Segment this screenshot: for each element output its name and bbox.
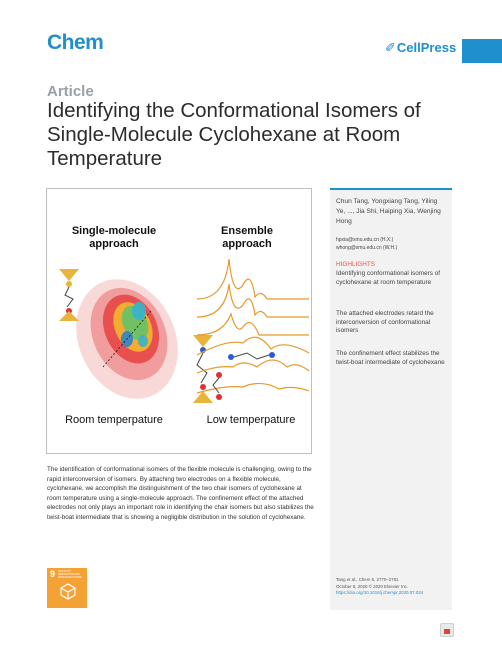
ga-left-heading-line1: Single-molecule	[71, 225, 157, 237]
doi-link[interactable]: https://doi.org/10.1016/j.chempr.2020.07.024	[336, 590, 424, 596]
citation-line: Tang et al., Chem 6, 2770–2781	[336, 577, 399, 582]
sdg-number: 9	[50, 569, 56, 579]
journal-logo: Chem	[47, 31, 104, 54]
ga-right-heading-line2: approach	[222, 238, 272, 250]
cube-icon	[58, 582, 78, 604]
publisher-logo	[385, 40, 456, 56]
article-type-label: Article	[47, 83, 94, 100]
graphical-abstract	[46, 188, 312, 454]
junction-top-left	[59, 269, 79, 321]
sdg-label: INDUSTRY, INNOVATION AND INFRASTRUCTURE	[58, 570, 82, 579]
ga-right-caption: Low temperpature	[206, 414, 296, 426]
sdg-badge	[47, 568, 87, 608]
highlight-item: The attached electrodes retard the interconversion of conformational isomers	[336, 310, 434, 334]
check-for-updates-icon[interactable]	[440, 623, 454, 637]
ga-left-heading-line2: approach	[89, 238, 139, 250]
ga-left-caption: Room temperpature	[65, 414, 163, 426]
article-title: Identifying the Conformational Isomers of Single-Molecule Cyclohexane at Room Temperature	[47, 99, 421, 170]
email-link[interactable]: hpxia@xmu.edu.cn (H.X.)	[336, 237, 394, 243]
citation-block	[336, 577, 448, 597]
summary-paragraph: The identification of conformational isomers of the flexible molecule is challenging, owing to the rapid interconversion of isomers. By attaching two electrodes on a flexible molecule, cyclohexane, we accomplish the distinguishment of the two chair isomers of cyclohexane at room temperature using a single-molecule approach. The confinement effect of the attached electrodes not only plays an important role in identifying the chair isomers but also stabilizes the twist-boat intermediate that is showing a negligible distribution in the solution of cyclohexane.	[47, 466, 314, 521]
twist-boat-molecule	[213, 352, 275, 400]
ga-right-heading-line1: Ensemble	[221, 225, 273, 237]
publisher-name: CellPress	[396, 40, 457, 55]
density-map	[57, 263, 196, 416]
highlight-item: Identifying conformational isomers of cyclohexane at room temperature	[336, 270, 441, 286]
contact-emails	[336, 237, 448, 252]
highlights-heading: HIGHLIGHTS	[336, 261, 376, 268]
author-list: Chun Tang, Yongxiang Tang, Yiling Ye, ..., Jia Shi, Haiping Xia, Wenjing Hong	[336, 198, 441, 225]
header-accent-block	[462, 39, 502, 63]
highlight-item: The confinement effect stabilizes the twist-boat intermediate of cyclohexane	[336, 350, 445, 366]
citation-date: October 8, 2020 © 2020 Elsevier Inc.	[336, 583, 409, 589]
email-link[interactable]: whong@xmu.edu.cn (W.H.)	[336, 244, 398, 251]
cellpress-mark-icon: ✐	[385, 40, 396, 55]
ensemble-spectra	[197, 259, 309, 393]
